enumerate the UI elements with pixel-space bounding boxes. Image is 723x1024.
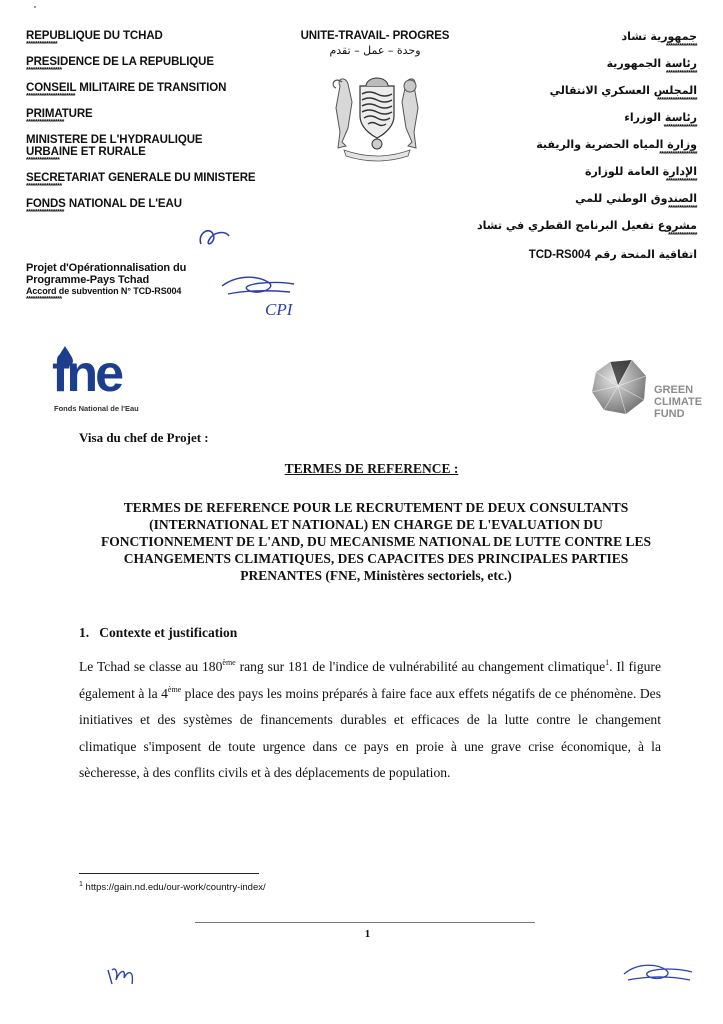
header-left-title-4: PRIMATURE — [26, 108, 93, 120]
superscript-eme-1: ème — [222, 658, 236, 667]
motto-french: UNITE-TRAVAIL- PROGRES — [300, 30, 450, 42]
page-footer-rule — [195, 922, 535, 923]
header-right-stars-2: ************** — [665, 70, 697, 77]
gcf-logo — [588, 356, 718, 426]
doc-title: TERMES DE REFERENCE POUR LE RECRUTEMENT DE DEUX CONSULTANTS (INTERNATIONAL ET NATIONAL) EN CHARGE DE L'EVALUATION DU FONCTIONNEMENT DE L'AND, DU MECANISME NATIONAL DE LUTTE CONTRE LES CHANGEMENTS CLIMATIQUES, DES CAPACITES DES PRINCIPALES PARTIES PRENANTES (FNE, Ministères sectoriels, etc.) — [100, 500, 652, 583]
header-left-stars-3: ********************** — [26, 93, 75, 100]
header-right-title-1: جمهورية تشاد — [621, 30, 697, 43]
motto-arabic: وحدة – عمل – تقدم — [329, 44, 421, 57]
header-right-stars-4: *************** — [663, 124, 697, 131]
project-block — [26, 262, 186, 303]
bottom-initials-icon — [104, 960, 144, 990]
project-stars: **************** — [26, 296, 62, 303]
header-right — [476, 30, 697, 263]
footnote-reference[interactable]: 1 — [605, 658, 610, 667]
page-number: 1 — [364, 928, 371, 940]
header-left-title-6: SECRETARIAT GENERALE DU MINISTERE — [26, 172, 256, 184]
header-right-stars-5: ***************** — [659, 151, 697, 158]
gcf-logo-line-3: FUND — [654, 408, 685, 420]
footnote — [79, 882, 266, 893]
project-line-2: Programme-Pays Tchad — [26, 274, 150, 286]
header-right-stars-8: ************* — [668, 232, 697, 239]
project-line-3: Accord de subvention N° TCD-RS004 — [26, 286, 182, 296]
header-left-stars-6: **************** — [26, 183, 62, 190]
footnote-link[interactable]: https://gain.nd.edu/our-work/country-index/ — [82, 882, 266, 893]
context-paragraph — [79, 654, 661, 787]
visa-label: Visa du chef de Projet : — [79, 430, 209, 445]
header-right-title-3: المجلس العسكري الانتقالي — [549, 84, 697, 97]
bottom-signature-icon — [620, 958, 696, 988]
section-heading — [79, 625, 237, 641]
header-right-title-5: وزارة المياه الحضرية والريفية — [536, 138, 697, 151]
header-left-title-2: PRESIDENCE DE LA REPUBLIQUE — [26, 56, 214, 68]
header-right-title-4: رئاسة الوزراء — [624, 111, 697, 124]
header-left-title-7: FONDS NATIONAL DE L'EAU — [26, 198, 182, 210]
gcf-logo-line-2: CLIMATE — [654, 396, 703, 408]
header-right-stars-7: ************* — [668, 205, 697, 212]
footnote-number: 1 — [79, 881, 83, 888]
grant-code: TCD-RS004 — [528, 249, 591, 261]
handwritten-cpi: CPI — [265, 300, 293, 319]
header-right-title-7: الصندوق الوطني للمي — [575, 192, 697, 205]
header-right-stars-6: ************** — [665, 178, 697, 185]
project-line-1: Projet d'Opérationnalisation du — [26, 262, 187, 274]
header-left-stars-4: ***************** — [26, 119, 64, 126]
header-right-title-8: مشروع تفعيل البرنامج القطري في تشاد — [476, 219, 697, 232]
header-left-title-1: REPUBLIQUE DU TCHAD — [26, 30, 163, 42]
header-left — [26, 30, 286, 216]
scan-mark — [34, 6, 36, 8]
header-left-title-5: MINISTERE DE L'HYDRAULIQUE — [26, 134, 203, 146]
header-right-stars-1: ************** — [665, 43, 697, 50]
header-right-title-6: الإدارة العامة للوزارة — [584, 165, 697, 178]
header-left-stars-2: **************** — [26, 67, 62, 74]
paragraph-part-3: . Il figure également à la 4 — [79, 659, 661, 701]
grant-label-arabic: اتفاقية المنحة رقم — [594, 248, 697, 261]
header-left-stars-7: ***************** — [26, 209, 64, 216]
fne-logo-caption: Fonds National de l'Eau — [54, 404, 139, 413]
gcf-logo-line-1: GREEN — [654, 384, 694, 396]
fne-logo-mark: fne — [52, 345, 121, 403]
paragraph-part-2: rang sur 181 de l'indice de vulnérabilité au changement climatique — [235, 659, 606, 674]
header-right-stars-3: ****************** — [656, 97, 697, 104]
grant-reference — [480, 245, 697, 263]
fne-logo — [52, 342, 172, 422]
section-number: 1. — [79, 625, 90, 640]
signature-initials-icon — [195, 224, 235, 252]
header-left-stars-5: *************** — [26, 157, 60, 164]
signature-icon — [218, 272, 298, 302]
paragraph-part-4: place des pays les moins préparés à faire face aux effets négatifs de ce phénomène. Des initiatives et des systèmes de financements durables et efficaces de la lutte contre le changement climatique s'imposent de toute urgence dans ce pays en proie à une grave crise économique, à la sècheresse, à des conflits civils et à des déplacements de population. — [79, 685, 661, 780]
header-right-title-2: رئاسة الجمهورية — [606, 57, 697, 70]
header-left-title-3: CONSEIL MILITAIRE DE TRANSITION — [26, 82, 227, 94]
coat-of-arms-icon — [322, 72, 432, 162]
header-left-stars-1: ************** — [26, 41, 58, 48]
section-title: Contexte et justification — [99, 625, 238, 640]
superscript-eme-2: ème — [167, 684, 182, 694]
footnote-divider — [79, 873, 259, 874]
gcf-globe-icon — [588, 356, 652, 418]
doc-heading: TERMES DE REFERENCE : — [284, 461, 459, 476]
header-left-title-5b: URBAINE ET RURALE — [26, 146, 146, 158]
paragraph-part-1: Le Tchad se classe au 180 — [79, 659, 223, 674]
